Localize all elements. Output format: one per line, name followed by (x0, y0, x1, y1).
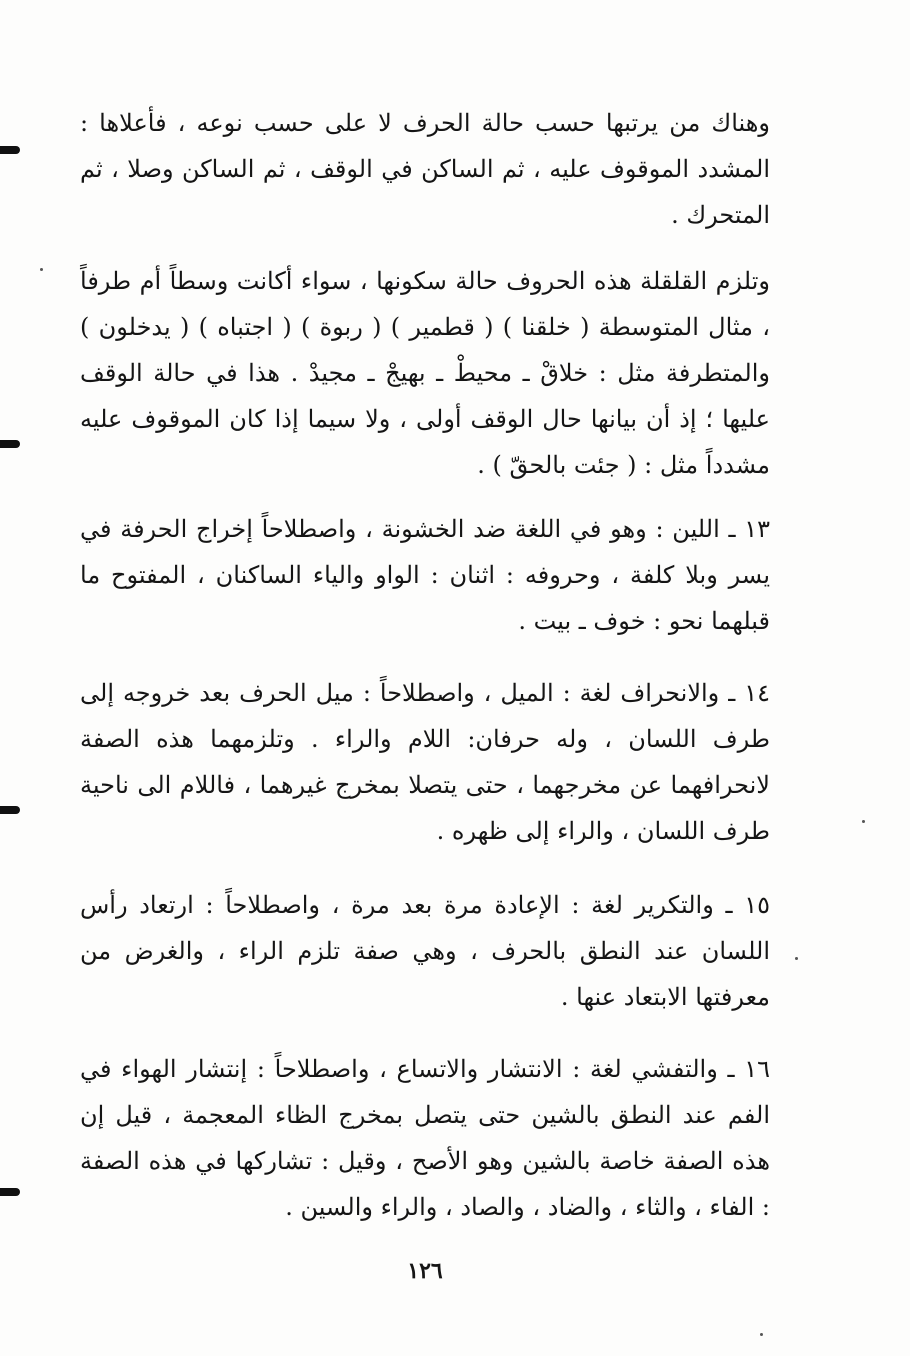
paragraph-text: ١٤ ـ والانحراف لغة : الميل ، واصطلاحاً : ميل الحرف بعد خروجه إلى طرف اللسان ، وله حرفان: اللام والراء . وتلزمهما هذه الصفة لانحرافهما عن مخرجهما ، حتى يتصلا بمخرج غيرهما ، فاللام الى ناحية طرف اللسان ، والراء إلى ظهره . (80, 679, 770, 845)
binding-mark (0, 146, 20, 154)
paragraph-at-tafashshi (80, 1046, 770, 1230)
paragraph-text: ١٦ ـ والتفشي لغة : الانتشار والاتساع ، واصطلاحاً : إنتشار الهواء في الفم عند النطق بالشين حتى يتصل بمخرج الظاء المعجمة ، قيل إن هذه الصفة خاصة بالشين وهو الأصح ، وقيل : تشاركها في هذه الصفة : الفاء ، والثاء ، والضاد ، والصاد ، والراء والسين . (80, 1055, 770, 1221)
paper-speck (795, 957, 798, 960)
binding-mark (0, 1188, 20, 1196)
paragraph-text: وهناك من يرتبها حسب حالة الحرف لا على حسب نوعه ، فأعلاها : المشدد الموقوف عليه ، ثم الساكن في الوقف ، ثم الساكن وصلا ، ثم المتحرك . (80, 109, 770, 229)
page-number: ١٢٦ (407, 1258, 443, 1284)
binding-mark (0, 440, 20, 448)
paragraph-text: ١٥ ـ والتكرير لغة : الإعادة مرة بعد مرة ، واصطلاحاً : ارتعاد رأس اللسان عند النطق بالحرف ، وهي صفة تلزم الراء ، والغرض من معرفتها الابتعاد عنها . (80, 891, 770, 1011)
paper-speck (862, 820, 865, 823)
paragraph-text: ١٣ ـ اللين : وهو في اللغة ضد الخشونة ، واصطلاحاً إخراج الحرفة في يسر وبلا كلفة ، وحروفه : اثنان : الواو والياء الساكنان ، المفتوح ما قبلهما نحو : خوف ـ بيت . (80, 515, 770, 635)
paragraph-text: وتلزم القلقلة هذه الحروف حالة سكونها ، سواء أكانت وسطاً أم طرفاً ، مثال المتوسطة ( خلقنا ) ( قطمير ) ( ربوة ) ( اجتباه ) ( يدخلون ) والمتطرفة مثل : خلاقْ ـ محيطْ ـ بهيجْ ـ مجيدْ . هذا في حالة الوقف عليها ؛ إذ أن بيانها حال الوقف أولى ، ولا سيما إذا كان الموقوف عليه مشدداً مثل : ( جئت بالحقّ ) . (80, 267, 771, 479)
paragraph-qalqala (80, 258, 770, 488)
binding-mark (0, 806, 20, 814)
paragraph-at-takreer (80, 882, 770, 1020)
paragraph-al-leen (80, 506, 770, 644)
paper-speck (760, 1333, 763, 1336)
paper-speck (40, 268, 43, 271)
paragraph-ordering (80, 100, 770, 238)
paragraph-al-inhiraf (80, 670, 770, 854)
